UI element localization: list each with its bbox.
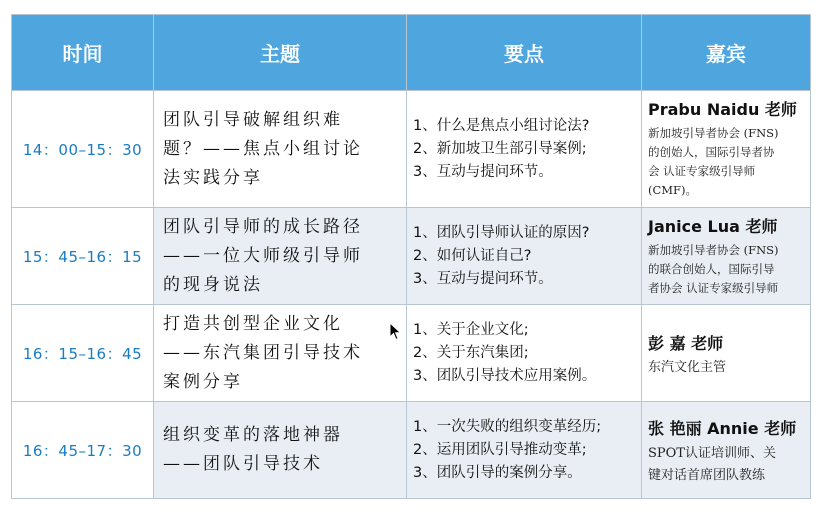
guest-description bbox=[648, 241, 804, 298]
guest-desc-line: SPOT认证培训师、关 bbox=[648, 446, 776, 461]
guest-description bbox=[648, 443, 804, 487]
guest-desc-line: 的联合创始人，国际引导 bbox=[648, 262, 775, 276]
session-guest bbox=[642, 91, 811, 208]
guest-description bbox=[648, 124, 804, 200]
agenda-table bbox=[11, 14, 811, 499]
point-item: 1、什么是焦点小组讨论法? bbox=[413, 117, 590, 134]
guest-desc-line: 新加坡引导者协会 (FNS) bbox=[648, 126, 779, 140]
topic-line: 团队引导师的成长路径 bbox=[163, 216, 363, 237]
point-item: 1、团队引导师认证的原因? bbox=[413, 224, 590, 241]
topic-line: ——团队引导技术 bbox=[163, 454, 323, 474]
header-guest: 嘉宾 bbox=[642, 15, 811, 91]
topic-line: ——一位大师级引导师 bbox=[163, 245, 363, 266]
point-item: 3、团队引导技术应用案例。 bbox=[413, 367, 597, 384]
guest-desc-line: 会 认证专家级引导师 bbox=[648, 164, 756, 178]
point-item: 2、运用团队引导推动变革; bbox=[413, 441, 587, 458]
topic-line: 题？——焦点小组讨论 bbox=[163, 138, 363, 159]
guest-name: 张 艳丽 Annie 老师 bbox=[648, 419, 797, 438]
topic-line: 团队引导破解组织难 bbox=[163, 109, 343, 130]
point-item: 2、关于东汽集团; bbox=[413, 344, 529, 361]
session-guest bbox=[642, 208, 811, 305]
guest-name: Janice Lua 老师 bbox=[648, 217, 778, 236]
guest-desc-line: 新加坡引导者协会 (FNS) bbox=[648, 243, 779, 257]
point-item: 2、新加坡卫生部引导案例; bbox=[413, 140, 587, 157]
session-topic bbox=[154, 208, 407, 305]
session-points bbox=[407, 402, 642, 499]
session-points bbox=[407, 91, 642, 208]
point-item: 3、互动与提问环节。 bbox=[413, 270, 553, 287]
guest-desc-line: 东汽文化主管 bbox=[648, 360, 727, 375]
topic-line: 的现身说法 bbox=[163, 274, 263, 295]
topic-line: 打造共创型企业文化 bbox=[163, 313, 343, 334]
point-item: 1、关于企业文化; bbox=[413, 321, 529, 338]
header-points: 要点 bbox=[407, 15, 642, 91]
guest-desc-line: (CMF)。 bbox=[648, 183, 698, 197]
guest-desc-line: 的创始人，国际引导者协 bbox=[648, 145, 775, 159]
session-points bbox=[407, 208, 642, 305]
guest-desc-line: 者协会 认证专家级引导师 bbox=[648, 281, 779, 295]
agenda-table-container bbox=[11, 14, 810, 499]
point-item: 2、如何认证自己? bbox=[413, 247, 532, 264]
table-row bbox=[12, 305, 811, 402]
guest-name: 彭 嘉 老师 bbox=[648, 334, 724, 353]
session-time: 16：15–16：45 bbox=[12, 305, 154, 402]
point-item: 3、团队引导的案例分享。 bbox=[413, 464, 582, 481]
session-topic bbox=[154, 305, 407, 402]
table-row bbox=[12, 208, 811, 305]
session-topic bbox=[154, 91, 407, 208]
guest-name: Prabu Naidu 老师 bbox=[648, 100, 797, 119]
guest-desc-line: 键对话首席团队教练 bbox=[648, 468, 766, 483]
guest-description bbox=[648, 358, 804, 377]
session-points bbox=[407, 305, 642, 402]
topic-line: 组织变革的落地神器 bbox=[163, 425, 343, 445]
table-row bbox=[12, 91, 811, 208]
table-header-row bbox=[12, 15, 811, 91]
table-row bbox=[12, 402, 811, 499]
session-time: 14：00–15：30 bbox=[12, 91, 154, 208]
topic-line: 法实践分享 bbox=[163, 167, 263, 188]
session-topic bbox=[154, 402, 407, 499]
topic-line: ——东汽集团引导技术 bbox=[163, 342, 363, 363]
point-item: 1、一次失败的组织变革经历; bbox=[413, 418, 602, 435]
session-guest bbox=[642, 402, 811, 499]
mouse-pointer-icon bbox=[389, 322, 403, 342]
header-topic: 主题 bbox=[154, 15, 407, 91]
session-time: 15：45–16：15 bbox=[12, 208, 154, 305]
point-item: 3、互动与提问环节。 bbox=[413, 163, 553, 180]
session-time: 16：45–17：30 bbox=[12, 402, 154, 499]
session-guest bbox=[642, 305, 811, 402]
header-time: 时间 bbox=[12, 15, 154, 91]
topic-line: 案例分享 bbox=[163, 371, 243, 392]
